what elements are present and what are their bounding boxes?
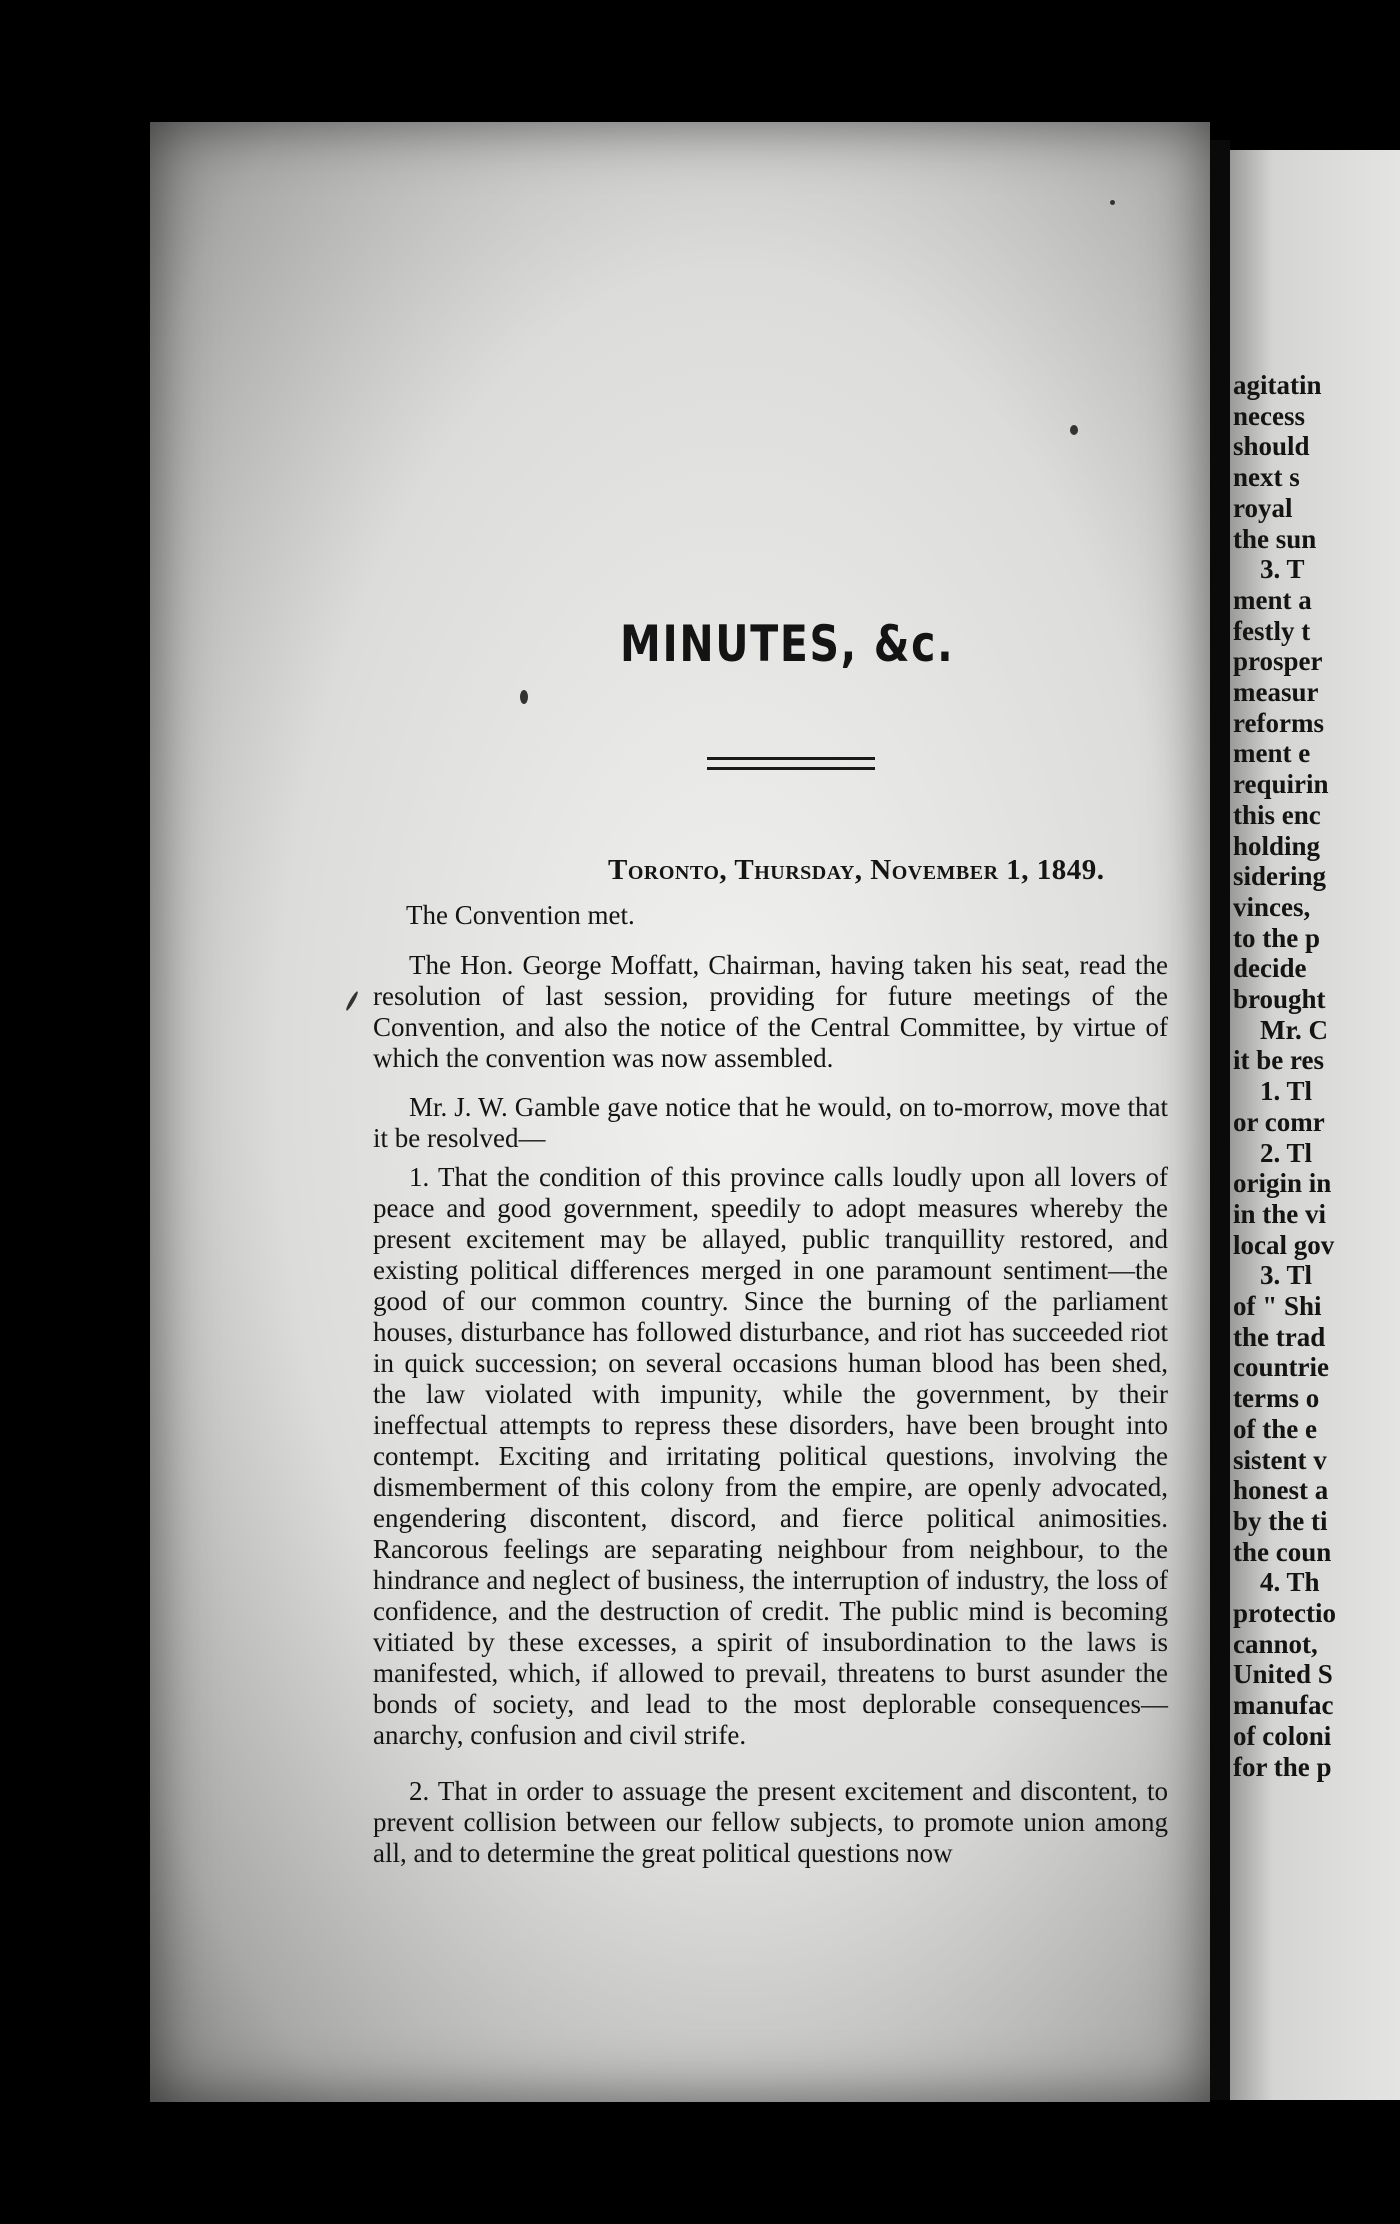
- right-page-line: sidering: [1233, 861, 1327, 892]
- right-page-line: of the e: [1233, 1413, 1317, 1444]
- right-page-line: 2. Tl: [1260, 1137, 1313, 1168]
- right-page-line: the trad: [1233, 1321, 1326, 1352]
- title-rule-top: [707, 757, 875, 760]
- right-page-line: of coloni: [1233, 1720, 1332, 1751]
- right-page-line: honest a: [1233, 1475, 1329, 1506]
- right-page-line: 4. Th: [1260, 1567, 1320, 1598]
- right-page-line: Mr. C: [1260, 1014, 1328, 1045]
- right-page-line: decide: [1233, 953, 1307, 984]
- dateline: Toronto, Thursday, November 1, 1849.: [608, 854, 1105, 886]
- right-page-line: 1. Tl: [1260, 1076, 1313, 1107]
- right-page-line: requirin: [1233, 769, 1329, 800]
- right-page-line: 3. T: [1260, 554, 1305, 585]
- convention-met-paragraph: The Convention met.: [406, 900, 635, 930]
- right-page-line: to the p: [1233, 922, 1320, 953]
- right-page-line: or comr: [1233, 1106, 1325, 1137]
- right-page-line: cannot,: [1233, 1628, 1318, 1659]
- resolution-2-paragraph: 2. That in order to assuage the present excitement and discontent, to prevent collision between our fellow subjects, to promote union among all, and to determine the great political questions now: [373, 1776, 1168, 1868]
- right-page-line: necess: [1233, 400, 1305, 431]
- right-page-line: manufac: [1233, 1690, 1334, 1721]
- right-page-line: ment a: [1233, 584, 1312, 615]
- right-page-line: of " Shi: [1233, 1291, 1322, 1321]
- chairman-paragraph: The Hon. George Moffatt, Chairman, having taken his seat, read the resolution of last session, providing for future meetings of the Convention, and also the notice of the Central Committee, by virtue of which the convention was now assembled.: [373, 950, 1168, 1073]
- right-page-line: this enc: [1233, 799, 1321, 830]
- right-page-line: United S: [1233, 1659, 1333, 1690]
- ink-speck: [1110, 200, 1115, 205]
- right-page-line: local gov: [1233, 1229, 1335, 1260]
- page-gutter: [1210, 140, 1230, 2100]
- ink-speck: [1070, 425, 1078, 435]
- gamble-notice-paragraph: Mr. J. W. Gamble gave notice that he would, on to-morrow, move that it be resolved—: [373, 1092, 1168, 1153]
- resolution-1-paragraph: 1. That the condition of this province calls loudly upon all lovers of peace and good government, speedily to adopt measures whereby the present excitement may be allayed, public tranquillity restored, and existing political differences merged in one paramount sentiment—the good of our common country. Since the burning of the parliament houses, disturbance has followed disturbance, and riot has succeeded riot in quick succession; on several occasions human blood has been shed, the law violated with impunity, while the government, by their ineffectual attempts to repress these disorders, have been brought into contempt. Exciting and irritating political questions, involving the dismemberment of this colony from the empire, are openly advocated, engendering discontent, discord, and fierce political animosities. Rancorous feelings are separating neighbour from neighbour, to the hindrance and neglect of business, the interruption of industry, the loss of confidence, and the destruction of credit. The public mind is becoming vitiated by these excesses, a spirit of insubordination to the laws is manifested, which, if allowed to prevail, threatens to burst asunder the bonds of society, and lead to the most deplorable consequences—anarchy, confusion and civil strife.: [373, 1162, 1168, 1750]
- right-page-line: terms o: [1233, 1383, 1320, 1414]
- right-page-line: in the vi: [1233, 1198, 1327, 1229]
- right-page-line: agitatin: [1233, 370, 1322, 400]
- right-page-line: countrie: [1233, 1352, 1329, 1383]
- right-page-line: by the ti: [1233, 1505, 1328, 1536]
- right-page-line: 3. Tl: [1260, 1260, 1313, 1291]
- right-page-line: for the p: [1233, 1751, 1332, 1782]
- right-page-line: festly t: [1233, 615, 1311, 646]
- right-page-line: brought: [1233, 984, 1326, 1014]
- right-page-line: holding: [1233, 830, 1321, 861]
- right-page-line: origin in: [1233, 1168, 1332, 1199]
- right-page-line: reforms: [1233, 707, 1324, 738]
- right-page-line: next s: [1233, 462, 1300, 493]
- right-page-line: the sun: [1233, 523, 1317, 554]
- right-page-line: sistent v: [1233, 1444, 1327, 1475]
- right-page: [1230, 150, 1400, 2100]
- right-page-line: should: [1233, 431, 1310, 462]
- right-page-line: vinces,: [1233, 891, 1311, 922]
- right-page-line: prosper: [1233, 646, 1323, 677]
- right-page-line: measur: [1233, 677, 1319, 707]
- right-page-line: protectio: [1233, 1598, 1336, 1628]
- title-rule-bottom: [707, 767, 875, 770]
- right-page-line: royal: [1233, 492, 1293, 523]
- right-page-line: the coun: [1233, 1536, 1332, 1567]
- right-page-line: ment e: [1233, 738, 1311, 769]
- ink-speck: [520, 690, 528, 704]
- page-title: MINUTES, &c.: [620, 615, 955, 673]
- right-page-line: it be res: [1233, 1045, 1324, 1076]
